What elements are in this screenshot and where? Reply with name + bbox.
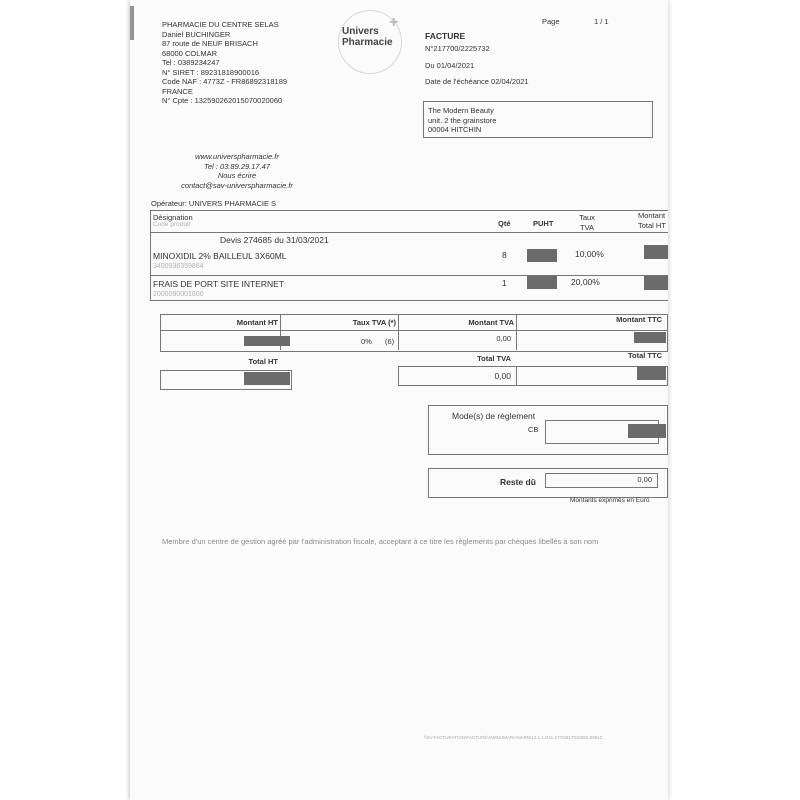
- summary-total-ttc-label: Total TTC: [627, 351, 662, 360]
- web-contact: [162, 152, 312, 190]
- redacted-total: [644, 245, 668, 259]
- redacted-montant-ttc: [634, 332, 666, 343]
- issuer-cpte: N° Cpte : 132590262015070020060: [162, 96, 283, 105]
- issuer-street: 87 route de NEUF BRISACH: [162, 39, 258, 48]
- item-qty: 1: [502, 278, 507, 288]
- reste-value: 0,00: [637, 475, 652, 484]
- table-row: [153, 251, 287, 272]
- table-left-border: [150, 210, 151, 300]
- table-header-border: [150, 232, 668, 233]
- footer-note: Membre d'un centre de gestion agréé par l'administration fiscale, acceptant à ce titre les règlements par chèques libellés à son nom: [162, 537, 599, 546]
- issuer-tel: Tel : 0389234247: [162, 58, 220, 67]
- redacted-payment-amount: [628, 424, 666, 438]
- item-name: MINOXIDIL 2% BAILLEUL 3X60ML: [153, 251, 287, 261]
- summary-col-divider: [516, 314, 517, 350]
- footer-path: \\SV-FACTURATION\FACTURE\IAMNUMARIANARN\12.1.1.R11-1770\817010082.9991C: [424, 735, 603, 740]
- col-code-produit: Code produit: [153, 221, 191, 228]
- redacted-total-ttc: [637, 366, 666, 380]
- issuer-siret: N° SIRET : 89231818900016: [162, 67, 260, 77]
- contact-email[interactable]: contact@sav-universpharmacie.fr: [181, 180, 293, 190]
- redacted-puht: [527, 276, 557, 289]
- item-qty: 8: [502, 250, 507, 260]
- invoice-due-date: Date de l'échéance 02/04/2021: [425, 77, 529, 86]
- recipient-name: The Modern Beauty: [428, 106, 494, 115]
- redacted-puht: [527, 249, 557, 262]
- col-designation: Désignation: [153, 213, 193, 222]
- redacted-total: [644, 276, 668, 290]
- summary-col-divider: [398, 314, 399, 350]
- summary-montant-ht: Montant HT: [236, 318, 278, 327]
- payment-label: Mode(s) de règlement: [452, 411, 536, 421]
- redacted-total-ht: [244, 372, 290, 385]
- table-row: [153, 279, 284, 300]
- total-col-divider: [516, 366, 517, 385]
- web-tel: Tel : 03.89.29.17.47: [203, 161, 271, 171]
- col-taux-line1: Taux: [579, 213, 595, 222]
- table-row-divider: [150, 275, 668, 276]
- item-code: 3400936359864: [153, 262, 204, 270]
- write-link[interactable]: Nous écrire: [217, 171, 257, 180]
- col-puht: PUHT: [533, 219, 554, 228]
- recipient-city: 00004 HITCHIN: [428, 125, 482, 134]
- col-qte: Qté: [498, 219, 511, 228]
- col-taux-line2: TVA: [579, 222, 595, 232]
- issuer-naf: Code NAF : 4773Z - FR86892318189: [162, 77, 288, 86]
- item-rate: 10,00%: [575, 249, 604, 259]
- recipient-address: [428, 106, 496, 135]
- summary-montant-tva: Montant TVA: [468, 318, 514, 327]
- summary-total-tva-label: Total TVA: [477, 354, 511, 363]
- summary-total-ht-label: Total HT: [248, 357, 278, 366]
- item-code: 2000090001800: [153, 290, 204, 298]
- scan-edge-mark: [130, 6, 134, 40]
- item-rate: 20,00%: [571, 277, 600, 287]
- logo: [342, 26, 393, 48]
- col-montant-line2: Total HT: [638, 220, 666, 230]
- invoice-title: FACTURE: [425, 31, 466, 41]
- page-value: 1 / 1: [594, 17, 609, 26]
- table-top-border: [150, 210, 668, 211]
- issuer-person: Daniel BUCHINGER: [162, 29, 231, 39]
- logo-line2: Pharmacie: [342, 37, 393, 48]
- invoice-number: N°217700/2225732: [425, 44, 490, 53]
- item-name: FRAIS DE PORT SITE INTERNET: [153, 279, 284, 289]
- summary-total-tva-value: 0,00: [494, 371, 511, 381]
- summary-divider: [160, 330, 667, 331]
- logo-plus-icon: +: [389, 14, 399, 31]
- summary-tva-amount: 0,00: [496, 334, 511, 343]
- col-montant-line1: Montant: [638, 211, 666, 220]
- operator: Opérateur: UNIVERS PHARMACIE S: [151, 199, 277, 208]
- summary-taux-tva: Taux TVA (*): [352, 318, 396, 327]
- invoice-date: Du 01/04/2021: [425, 61, 475, 70]
- redacted-montant-ht: [244, 336, 290, 346]
- table-bottom-border: [150, 300, 668, 301]
- summary-tva-rate: 0%: [361, 337, 372, 346]
- summary-montant-ttc: Montant TTC: [616, 315, 662, 324]
- reste-label: Reste dû: [500, 477, 536, 487]
- col-montant: [638, 211, 666, 230]
- currency-note: Montants exprimés en Euro: [570, 497, 650, 504]
- page-label: Page: [542, 17, 560, 26]
- devis-line: Devis 274685 du 31/03/2021: [220, 235, 329, 245]
- issuer-city: 68000 COLMAR: [162, 48, 218, 58]
- payment-method: CB: [528, 425, 539, 434]
- issuer-block: [162, 20, 337, 106]
- logo-line1: Univers: [342, 26, 379, 37]
- summary-tva-code: (6): [385, 337, 395, 346]
- issuer-name: PHARMACIE DU CENTRE SELAS: [162, 20, 279, 29]
- recipient-street: unit. 2 the grainstore: [428, 115, 497, 125]
- website-link[interactable]: www.universpharmacie.fr: [195, 152, 279, 161]
- col-taux: [575, 213, 599, 232]
- issuer-country: FRANCE: [162, 86, 193, 96]
